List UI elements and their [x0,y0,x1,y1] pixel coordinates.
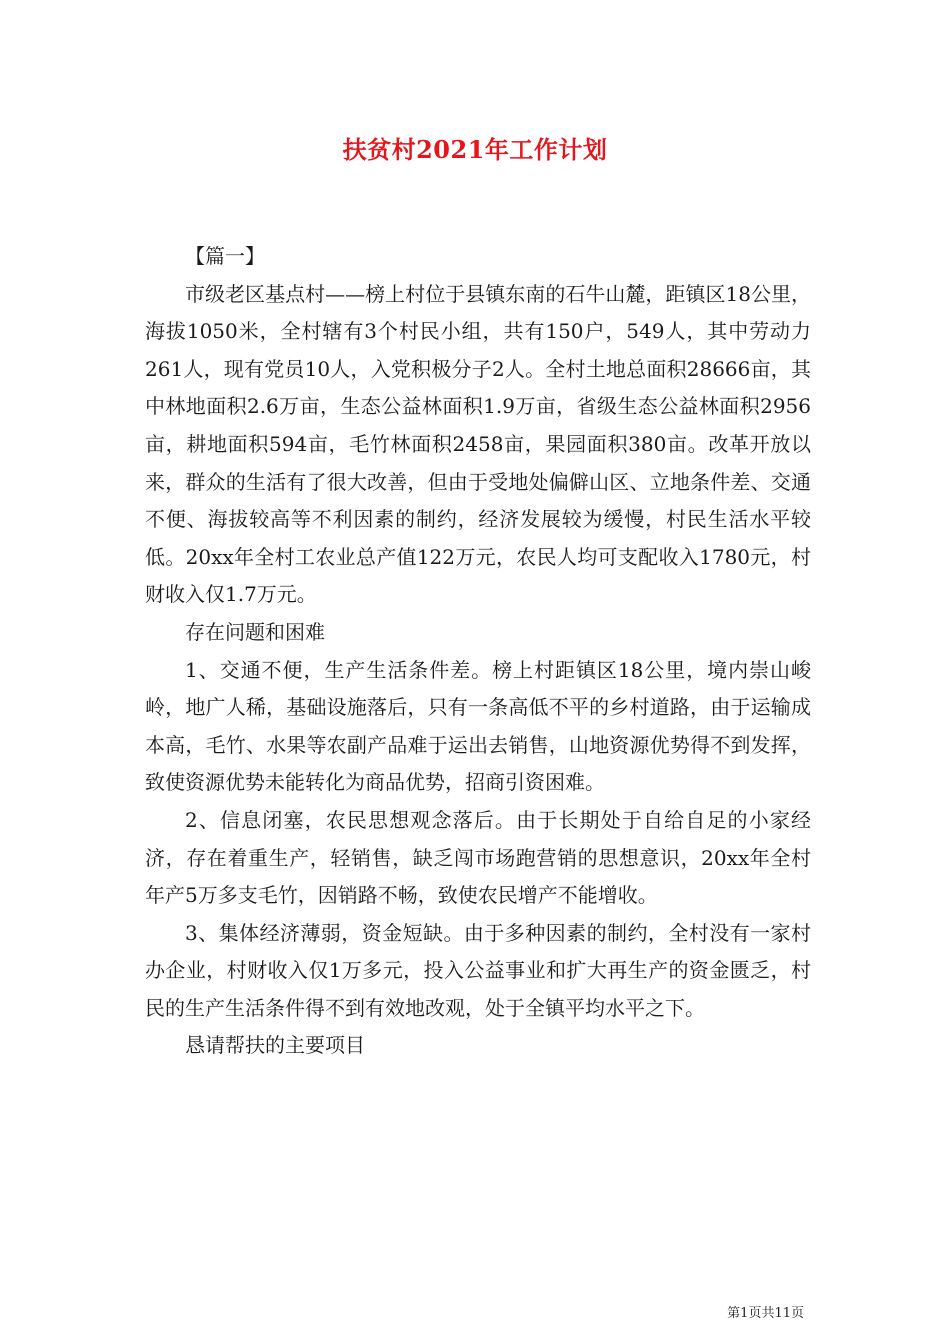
document-body [145,238,811,1065]
document-title: 扶贫村2021年工作计划 [342,135,608,164]
page-number-indicator: 第1页共11页 [727,1306,804,1321]
intro-paragraph: 市级老区基点村——榜上村位于县镇东南的石牛山麓，距镇区18公里，海拔1050米，全村辖有3个村民小组，共有150户，549人，其中劳动力261人，现有党员10人，入党积极分子2人。全村土地总面积28666亩，其中林地面积2.6万亩，生态公益林面积1.9万亩，省级生态公益林面积2956亩，耕地面积594亩，毛竹林面积2458亩，果园面积380亩。改革开放以来，群众的生活有了很大改善，但由于受地处偏僻山区、立地条件差、交通不便、海拔较高等不利因素的制约，经济发展较为缓慢，村民生活水平较低。20xx年全村工农业总产值122万元，农民人均可支配收入1780元，村财收入仅1.7万元。 [145,281,811,607]
problem-item-2: 2、信息闭塞，农民思想观念落后。由于长期处于自给自足的小家经济，存在着重生产，轻销售，缺乏闯市场跑营销的思想意识，20xx年全村年产5万多支毛竹，因销路不畅，致使农民增产不能增收。 [145,807,811,908]
section-label: 【篇一】 [185,244,265,268]
projects-heading: 恳请帮扶的主要项目 [185,1033,365,1058]
problem-item-1: 1、交通不便，生产生活条件差。榜上村距镇区18公里，境内崇山峻岭，地广人稀，基础设施落后，只有一条高低不平的乡村道路，由于运输成本高，毛竹、水果等农副产品难于运出去销售，山地资源优势得不到发挥，致使资源优势未能转化为商品优势，招商引资困难。 [145,657,811,795]
problem-item-3: 3、集体经济薄弱，资金短缺。由于多种因素的制约，全村没有一家村办企业，村财收入仅1万多元，投入公益事业和扩大再生产的资金匮乏，村民的生产生活条件得不到有效地改观，处于全镇平均水平之下。 [145,920,811,1020]
problems-heading: 存在问题和困难 [185,619,325,644]
